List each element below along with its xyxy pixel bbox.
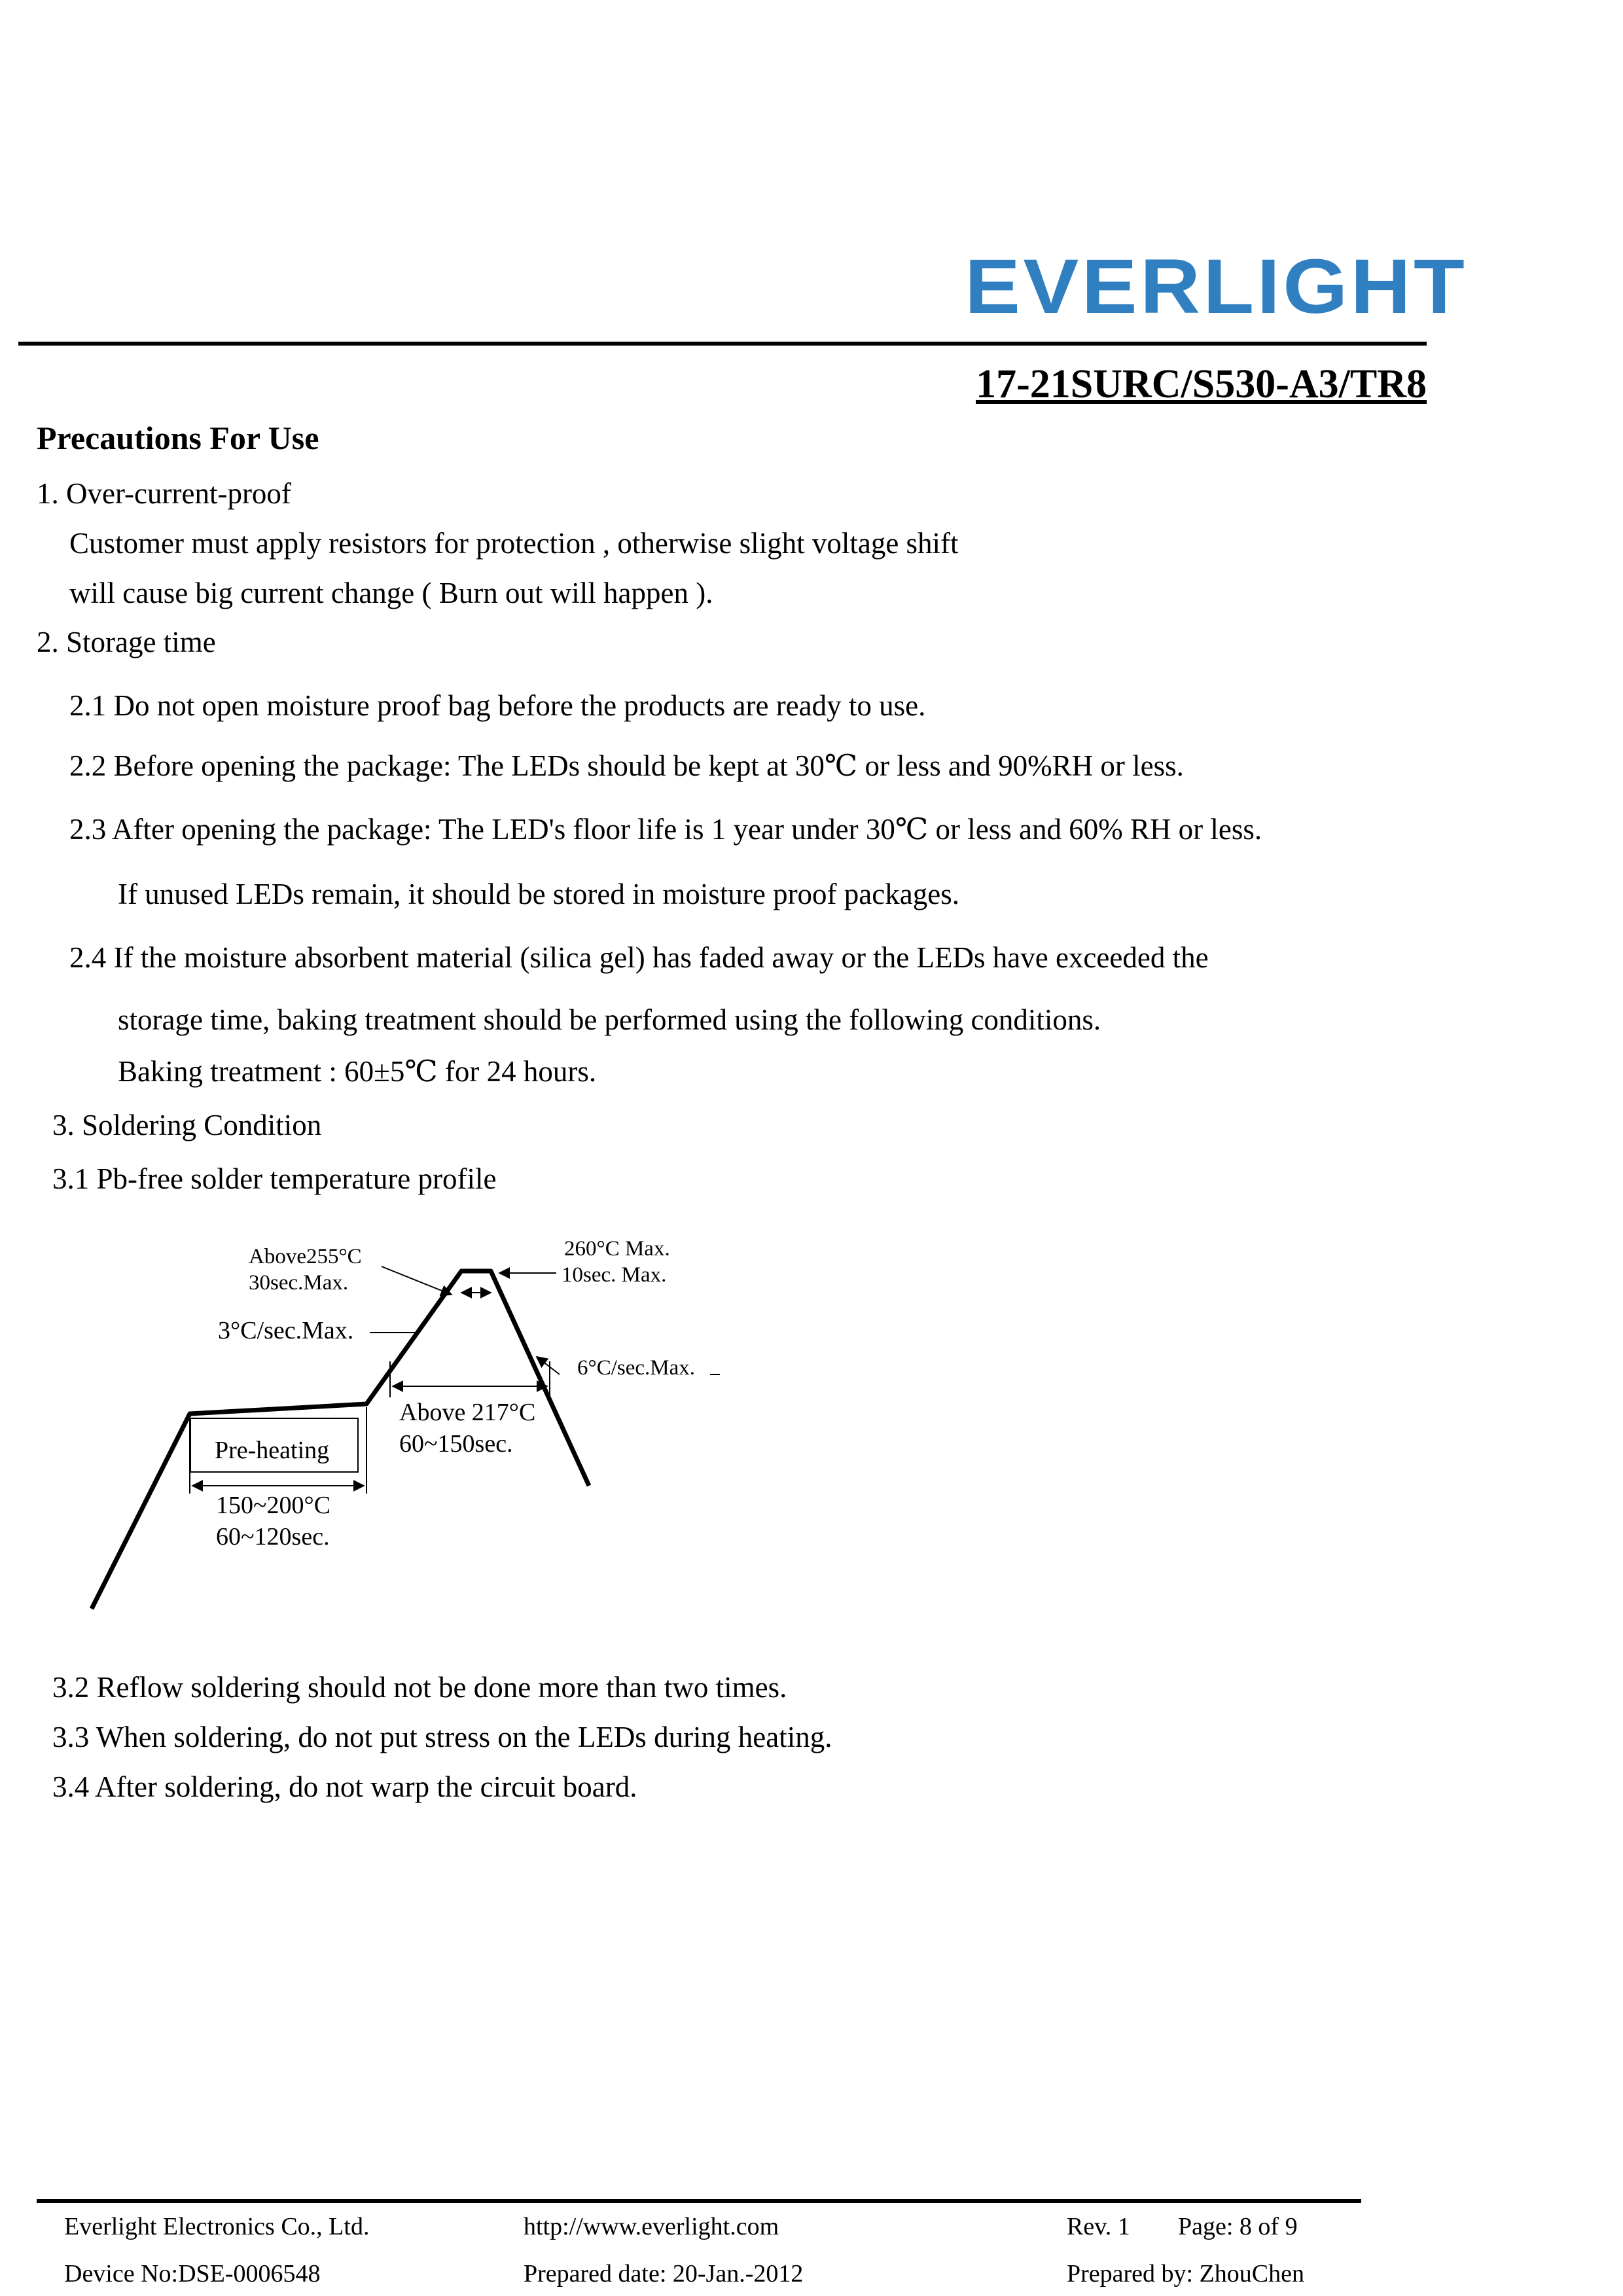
label-preheating: Pre-heating: [215, 1437, 330, 1464]
footer-company: Everlight Electronics Co., Ltd.: [64, 2213, 370, 2240]
item-3-2: 3.2 Reflow soldering should not be done more than two times.: [52, 1671, 787, 1704]
label-ramp-down: 6°C/sec.Max.: [577, 1356, 696, 1380]
label-30sec: 30sec.Max.: [249, 1271, 349, 1295]
item-3-heading: 3. Soldering Condition: [52, 1109, 322, 1141]
item-2-4-cont-a: storage time, baking treatment should be performed using the following conditions.: [118, 1003, 1101, 1036]
item-2-heading: 2. Storage time: [37, 626, 216, 658]
item-2-2: 2.2 Before opening the package: The LEDs should be kept at 30℃ or less and 90%RH or less.: [69, 749, 1184, 782]
label-150-200: 150~200°C: [216, 1492, 331, 1519]
footer-date: Prepared date: 20-Jan.-2012: [524, 2260, 804, 2287]
footer-rev: Rev. 1: [1067, 2213, 1130, 2240]
item-2-3: 2.3 After opening the package: The LED's floor life is 1 year under 30℃ or less and 60% RH or less.: [69, 813, 1262, 846]
leader-above255: [382, 1266, 452, 1295]
item-3-3: 3.3 When soldering, do not put stress on the LEDs during heating.: [52, 1721, 832, 1753]
label-60-120sec: 60~120sec.: [216, 1523, 330, 1551]
item-2-4-cont-b: Baking treatment : 60±5℃ for 24 hours.: [118, 1055, 597, 1088]
label-260max: 260°C Max.: [564, 1237, 670, 1261]
section-title: Precautions For Use: [37, 420, 319, 456]
item-3-1: 3.1 Pb-free solder temperature profile: [52, 1162, 497, 1195]
item-3-4: 3.4 After soldering, do not warp the circuit board.: [52, 1770, 637, 1803]
part-number: 17-21SURC/S530-A3/TR8: [976, 362, 1427, 406]
preheat-box: [190, 1418, 359, 1473]
item-2-4: 2.4 If the moisture absorbent material (silica gel) has faded away or the LEDs have exceeded the: [69, 941, 1209, 974]
footer-device: Device No:DSE-0006548: [64, 2260, 321, 2287]
label-ramp-up: 3°C/sec.Max.: [218, 1317, 354, 1344]
label-above217: Above 217°C: [399, 1399, 536, 1426]
footer-prepared-by: Prepared by: ZhouChen: [1067, 2260, 1305, 2287]
item-1-heading: 1. Over-current-proof: [37, 477, 291, 510]
item-2-1: 2.1 Do not open moisture proof bag before the products are ready to use.: [69, 689, 926, 722]
footer-divider: [37, 2199, 1361, 2203]
item-2-3-cont: If unused LEDs remain, it should be stored in moisture proof packages.: [118, 878, 959, 910]
label-above255: Above255°C: [249, 1245, 362, 1268]
footer-page: Page: 8 of 9: [1178, 2213, 1298, 2240]
everlight-logo: EVERLIGHT: [965, 243, 1468, 330]
item-1-text-a: Customer must apply resistors for protection , otherwise slight voltage shift: [69, 527, 959, 560]
item-1-text-b: will cause big current change ( Burn out will happen ).: [69, 577, 713, 609]
footer-url[interactable]: http://www.everlight.com: [524, 2213, 779, 2240]
label-10sec: 10sec. Max.: [562, 1263, 667, 1287]
label-60-150sec: 60~150sec.: [399, 1430, 513, 1458]
